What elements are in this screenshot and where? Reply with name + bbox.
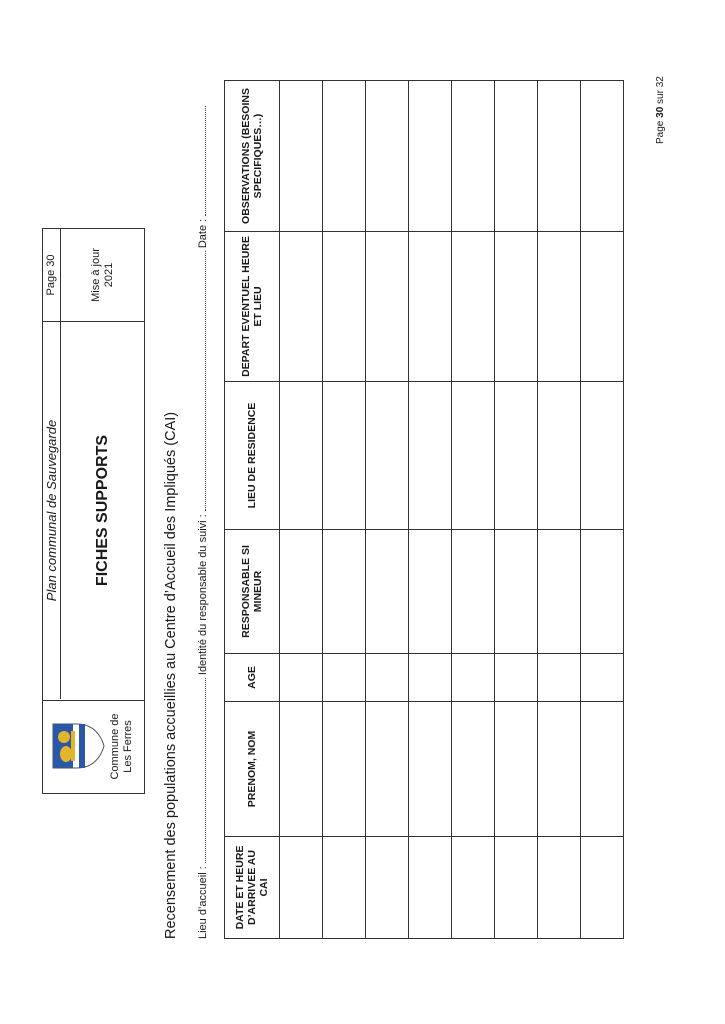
table-cell[interactable] — [581, 837, 624, 939]
footer-suffix: sur 32 — [655, 76, 666, 107]
reception-table — [224, 80, 624, 939]
table-cell[interactable] — [538, 837, 581, 939]
table-cell[interactable] — [538, 382, 581, 530]
table-row — [581, 81, 624, 939]
col-observations: OBSERVATIONS (BESOINS SPECIFIQUES…) — [225, 81, 280, 232]
footer-prefix: Page — [655, 117, 666, 144]
table-cell[interactable] — [495, 654, 538, 702]
table-cell[interactable] — [495, 702, 538, 837]
table-cell[interactable] — [323, 81, 366, 232]
table-cell[interactable] — [280, 837, 323, 939]
update-cell — [61, 229, 144, 322]
table-cell[interactable] — [323, 530, 366, 654]
table-row — [452, 81, 495, 939]
table-cell[interactable] — [495, 232, 538, 382]
date-field[interactable] — [196, 106, 206, 216]
table-cell[interactable] — [366, 81, 409, 232]
table-cell[interactable] — [366, 654, 409, 702]
page-title: Recensement des populations accueillies au Centre d’Accueil des Impliqués (CAI) — [163, 411, 179, 939]
update-year: 2021 — [102, 262, 115, 288]
table-cell[interactable] — [495, 81, 538, 232]
header-box — [42, 228, 145, 794]
table-cell[interactable] — [280, 382, 323, 530]
table-row — [280, 81, 323, 939]
commune-label — [109, 700, 135, 793]
table-row — [495, 81, 538, 939]
col-prenom-nom: PRENOM, NOM — [225, 702, 280, 837]
lieu-label: Lieu d’accueil : — [197, 863, 209, 939]
table-cell[interactable] — [409, 702, 452, 837]
col-age: AGE — [225, 654, 280, 702]
col-date-arrivee: DATE ET HEURE D’ARRIVEE AU CAI — [225, 837, 280, 939]
table-cell[interactable] — [323, 382, 366, 530]
table-header-row — [225, 81, 280, 939]
update-label: Mise à jour — [89, 248, 102, 302]
commune-line-1: Commune de — [109, 713, 121, 780]
table-cell[interactable] — [538, 232, 581, 382]
identite-field[interactable] — [196, 251, 206, 511]
table-cell[interactable] — [452, 530, 495, 654]
table-cell[interactable] — [452, 232, 495, 382]
table-cell[interactable] — [538, 654, 581, 702]
table-cell[interactable] — [581, 702, 624, 837]
table-cell[interactable] — [366, 382, 409, 530]
table-cell[interactable] — [323, 702, 366, 837]
table-cell[interactable] — [366, 837, 409, 939]
table-cell[interactable] — [538, 81, 581, 232]
plan-title: Plan communal de Sauvegarde — [43, 322, 61, 699]
commune-line-2: Les Ferres — [122, 720, 134, 773]
table-cell[interactable] — [452, 382, 495, 530]
table-cell[interactable] — [495, 382, 538, 530]
col-responsable: RESPONSABLE SI MINEUR — [225, 530, 280, 654]
table-cell[interactable] — [581, 654, 624, 702]
footer-page-number: 30 — [655, 106, 666, 118]
table-cell[interactable] — [409, 530, 452, 654]
page-label: Page 30 — [43, 229, 61, 322]
table-cell[interactable] — [452, 837, 495, 939]
table-cell[interactable] — [323, 837, 366, 939]
table-row — [409, 81, 452, 939]
lieu-field[interactable] — [196, 678, 206, 863]
table-cell[interactable] — [323, 232, 366, 382]
form-fields-line — [196, 81, 212, 939]
col-depart: DEPART EVENTUEL HEURE ET LIEU — [225, 232, 280, 382]
table-cell[interactable] — [280, 702, 323, 837]
table-cell[interactable] — [452, 654, 495, 702]
table-cell[interactable] — [366, 702, 409, 837]
table-cell[interactable] — [409, 232, 452, 382]
date-label: Date : — [197, 215, 209, 252]
identite-label: Identité du responsable du suivi : — [197, 511, 209, 679]
table-cell[interactable] — [581, 232, 624, 382]
commune-shield-icon — [49, 721, 105, 771]
table-cell[interactable] — [538, 702, 581, 837]
table-cell[interactable] — [366, 530, 409, 654]
section-title: FICHES SUPPORTS — [93, 434, 111, 587]
table-cell[interactable] — [581, 382, 624, 530]
table-cell[interactable] — [280, 81, 323, 232]
table-cell[interactable] — [495, 837, 538, 939]
table-cell[interactable] — [409, 837, 452, 939]
table-cell[interactable] — [409, 654, 452, 702]
table-cell[interactable] — [452, 81, 495, 232]
table-cell[interactable] — [495, 530, 538, 654]
table-body — [280, 81, 624, 939]
table-cell[interactable] — [538, 530, 581, 654]
table-cell[interactable] — [581, 81, 624, 232]
table-cell[interactable] — [581, 530, 624, 654]
table-cell[interactable] — [280, 530, 323, 654]
table-cell[interactable] — [452, 702, 495, 837]
col-lieu-residence: LIEU DE RESIDENCE — [225, 382, 280, 530]
table-row — [366, 81, 409, 939]
table-cell[interactable] — [280, 232, 323, 382]
page-footer — [655, 76, 666, 144]
table-cell[interactable] — [323, 654, 366, 702]
logo-cell — [43, 700, 144, 793]
table-cell[interactable] — [409, 382, 452, 530]
table-row — [538, 81, 581, 939]
table-cell[interactable] — [366, 232, 409, 382]
table-row — [323, 81, 366, 939]
table-cell[interactable] — [409, 81, 452, 232]
table-cell[interactable] — [280, 654, 323, 702]
